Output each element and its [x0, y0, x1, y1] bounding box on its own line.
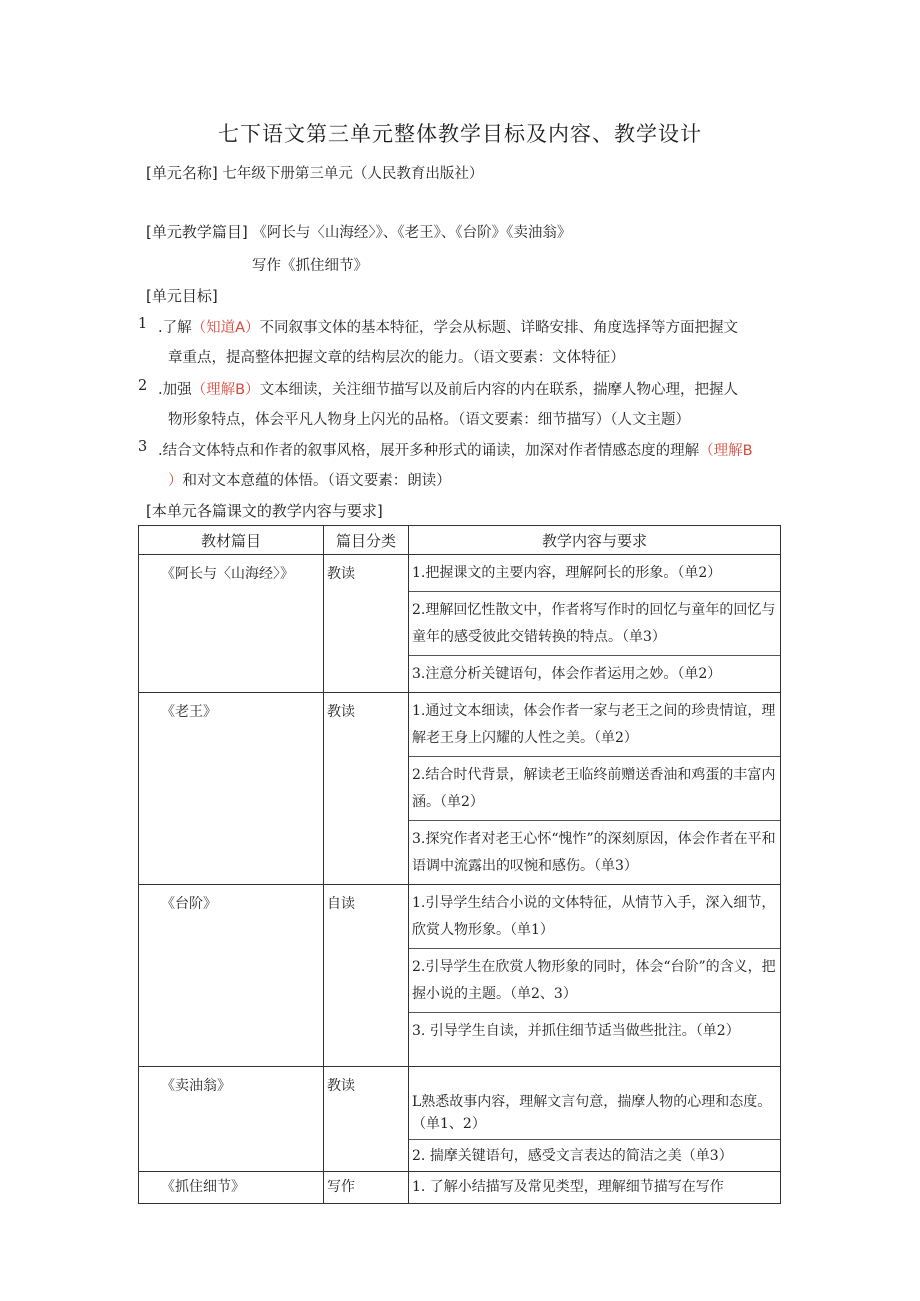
req-item: 1.把握课文的主要内容，理解阿长的形象。（单2） — [409, 555, 780, 592]
goal-2-text: 文本细读，关注细节描写以及前后内容的内在联系，揣摩人物心理，把握人 — [259, 382, 739, 398]
req-item: 2.引导学生在欣赏人物形象的同时，体会“台阶”的含义，把握小说的主题。（单2、3） — [409, 949, 780, 1013]
table-row — [139, 555, 781, 693]
col-header-text: 教材篇目 — [139, 526, 324, 555]
unit-name-value: 七年级下册第三单元（人民教育出版社） — [222, 166, 484, 182]
table-row — [139, 693, 781, 885]
req-item: 2.结合时代背景，解读老王临终前赠送香油和鸡蛋的丰富内涵。（单2） — [409, 757, 780, 821]
goal-3-text: 和对文本意蕴的体悟。（语文要素：朗读） — [182, 473, 451, 489]
req-item: 1. 了解小结描写及常见类型，理解细节描写在写作 — [412, 1179, 724, 1195]
goal-3-lead: .结合文体特点和作者的叙事风格，展开多种形式的诵读，加深对作者情感态度的理解 — [158, 443, 700, 459]
row-type: 教读 — [324, 1067, 409, 1172]
goal-3-line2 — [168, 469, 451, 490]
row-text: 《台阶》 — [139, 885, 324, 1067]
unit-writing: 写作《抓住细节》 — [252, 258, 368, 274]
goal-2-lead: .加强 — [158, 382, 192, 398]
req-item: 1.引导学生结合小说的文体特征，从情节入手，深入细节，欣赏人物形象。（单1） — [409, 885, 780, 949]
goals-label: [单元目标] — [146, 287, 218, 305]
goal-1-level: （知道A） — [191, 320, 260, 336]
row-type: 教读 — [324, 555, 409, 693]
req-item: 2. 揣摩关键语句，感受文言表达的简洁之美（单3） — [412, 1148, 733, 1164]
unit-name-label: [单元名称] — [146, 164, 218, 182]
goal-number: 1 — [138, 316, 148, 332]
goal-number: 2 — [138, 378, 148, 394]
goal-3-level: （理解B — [699, 443, 753, 459]
col-header-type: 篇目分类 — [324, 526, 409, 555]
table-row — [139, 1067, 781, 1172]
row-text: 《卖油翁》 — [139, 1067, 324, 1172]
table-header-row — [139, 526, 781, 555]
row-type: 自读 — [324, 885, 409, 1067]
row-reqs — [409, 693, 781, 885]
table-label: [本单元各篇课文的教学内容与要求] — [146, 502, 383, 520]
col-header-reqs: 教学内容与要求 — [409, 526, 781, 555]
goal-number: 3 — [138, 439, 148, 455]
req-item: 2.理解回忆性散文中，作者将写作时的回忆与童年的回忆与童年的感受彼此交错转换的特点。（单3） — [409, 592, 780, 656]
row-type: 写作 — [324, 1172, 409, 1204]
goal-1-text: 不同叙事文体的基本特征，学会从标题、详略安排、角度选择等方面把握文 — [259, 320, 739, 336]
page-title: 七下语文第三单元整体教学目标及内容、教学设计 — [218, 122, 702, 146]
goal-1-line2: 章重点，提高整体把握文章的结构层次的能力。（语文要素：文体特征） — [168, 350, 625, 366]
req-item: 3.探究作者对老王心怀“愧怍”的深刻原因，体会作者在平和语调中流露出的叹惋和感伤。（单3） — [412, 831, 776, 874]
table-row — [139, 1172, 781, 1204]
row-reqs — [409, 885, 781, 1067]
req-item: L熟悉故事内容，理解文言句意，揣摩人物的心理和态度。（单1、2） — [409, 1067, 780, 1140]
goal-2-line1 — [158, 378, 738, 399]
row-text: 《抓住细节》 — [139, 1172, 324, 1204]
unit-name-row — [146, 162, 483, 183]
unit-texts-row — [146, 221, 571, 242]
goal-3-level-close: ） — [168, 473, 183, 489]
goal-2-line2: 物形象特点，体会平凡人物身上闪光的品格。（语文要素：细节描写）（人文主题） — [168, 412, 690, 428]
req-item: 1.通过文本细读，体会作者一家与老王之间的珍贵情谊，理解老王身上闪耀的人性之美。（单2） — [409, 693, 780, 757]
goal-1-line1 — [158, 316, 738, 337]
goal-1-lead: .了解 — [158, 320, 192, 336]
goal-2-level: （理解B） — [191, 382, 260, 398]
unit-texts-value: 《阿长与〈山海经〉》、《老王》、《台阶》《卖油翁》 — [252, 225, 572, 241]
row-text: 《老王》 — [139, 693, 324, 885]
teaching-content-table — [138, 525, 781, 1204]
goal-3-line1 — [158, 439, 753, 460]
req-item: 3.注意分析关键语句，体会作者运用之妙。（单2） — [412, 666, 722, 682]
unit-texts-label: [单元教学篇目] — [146, 223, 248, 241]
row-text: 《阿长与〈山海经〉》 — [139, 555, 324, 693]
table-row — [139, 885, 781, 1067]
row-reqs — [409, 1172, 781, 1204]
row-reqs — [409, 555, 781, 693]
row-type: 教读 — [324, 693, 409, 885]
row-reqs — [409, 1067, 781, 1172]
req-item: 3. 引导学生自读，并抓住细节适当做些批注。（单2） — [412, 1023, 740, 1039]
